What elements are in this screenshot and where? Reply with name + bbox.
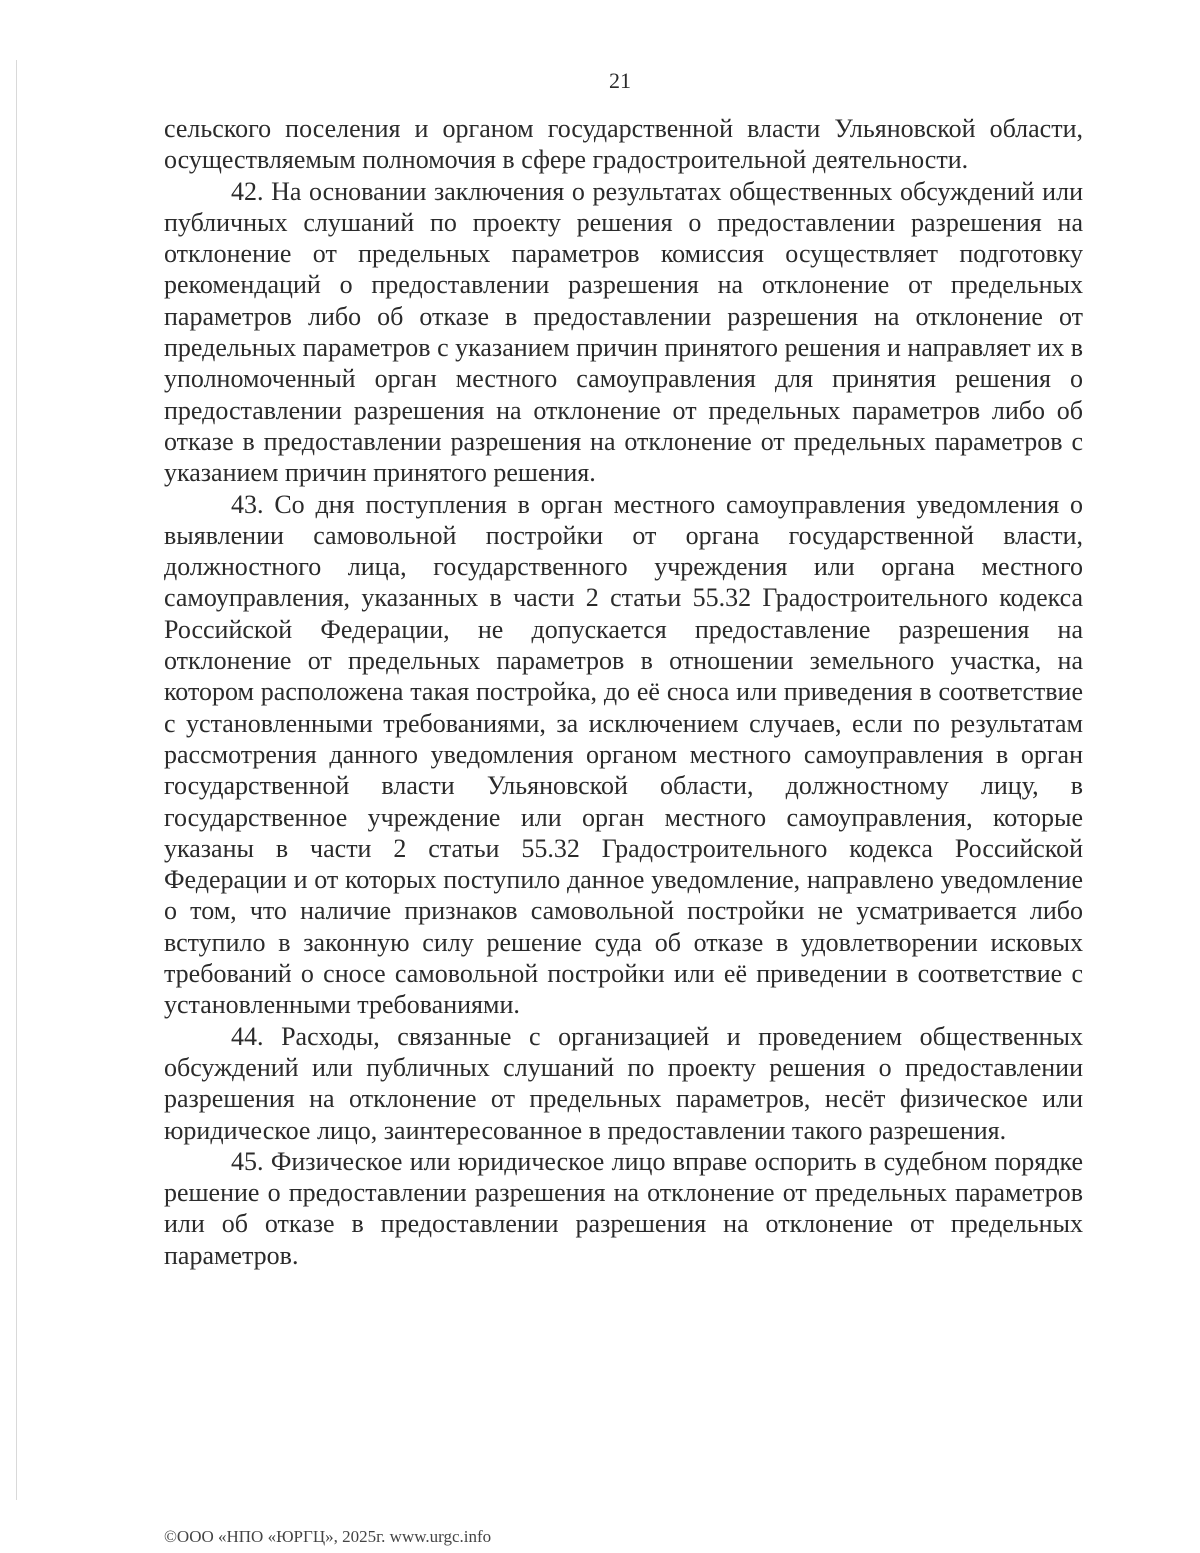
page-number: 21: [609, 68, 631, 93]
paragraph-continuation: сельского поселения и органом государственной власти Ульяновской области, осуществляемым полномочия в сфере градостроительной деятельности.: [164, 114, 1083, 175]
paragraph-43: 43. Со дня поступления в орган местного самоуправления уведомления о выявлении самовольной постройки от органа государственной власти, должностного лица, государственного учреждения или органа местного самоуправления, указанных в части 2 статьи 55.32 Градостроительного кодекса Российской Федерации, не допускается предоставление разрешения на отклонение от предельных параметров в отношении земельного участка, на котором расположена такая постройка, до её сноса или приведения в соответствие с установленными требованиями, за исключением случаев, если по результатам рассмотрения данного уведомления органом местного самоуправления в орган государственной власти Ульяновской области, должностному лицу, в государственное учреждение или орган местного самоуправления, которые указаны в части 2 статьи 55.32 Градостроительного кодекса Российской Федерации и от которых поступило данное уведомление, направлено уведомление о том, что наличие признаков самовольной постройки не усматривается либо вступило в законную силу решение суда об отказе в удовлетворении исковых требований о сносе самовольной постройки или её приведении в соответствие с установленными требованиями.: [164, 489, 1083, 1020]
document-body: [164, 113, 1083, 1271]
footer-copyright: ©ООО «НПО «ЮРГЦ», 2025г. www.urgc.info: [164, 1527, 492, 1546]
paragraph-44: 44. Расходы, связанные с организацией и проведением общественных обсуждений или публичных слушаний по проекту решения о предоставлении разрешения на отклонение от предельных параметров, несёт физическое или юридическое лицо, заинтересованное в предоставлении такого разрешения.: [164, 1021, 1083, 1145]
paragraph-45: 45. Физическое или юридическое лицо вправе оспорить в судебном порядке решение о предоставлении разрешения на отклонение от предельных параметров или об отказе в предоставлении разрешения на отклонение от предельных параметров.: [164, 1146, 1083, 1270]
paragraph-42: 42. На основании заключения о результатах общественных обсуждений или публичных слушаний по проекту решения о предоставлении разрешения на отклонение от предельных параметров комиссия осуществляет подготовку рекомендаций о предоставлении разрешения на отклонение от предельных параметров либо об отказе в предоставлении разрешения на отклонение от предельных параметров с указанием причин принятого решения и направляет их в уполномоченный орган местного самоуправления для принятия решения о предоставлении разрешения на отклонение от предельных параметров либо об отказе в предоставлении разрешения на отклонение от предельных параметров с указанием причин принятого решения.: [164, 176, 1083, 488]
scan-edge-line: [16, 60, 17, 1500]
